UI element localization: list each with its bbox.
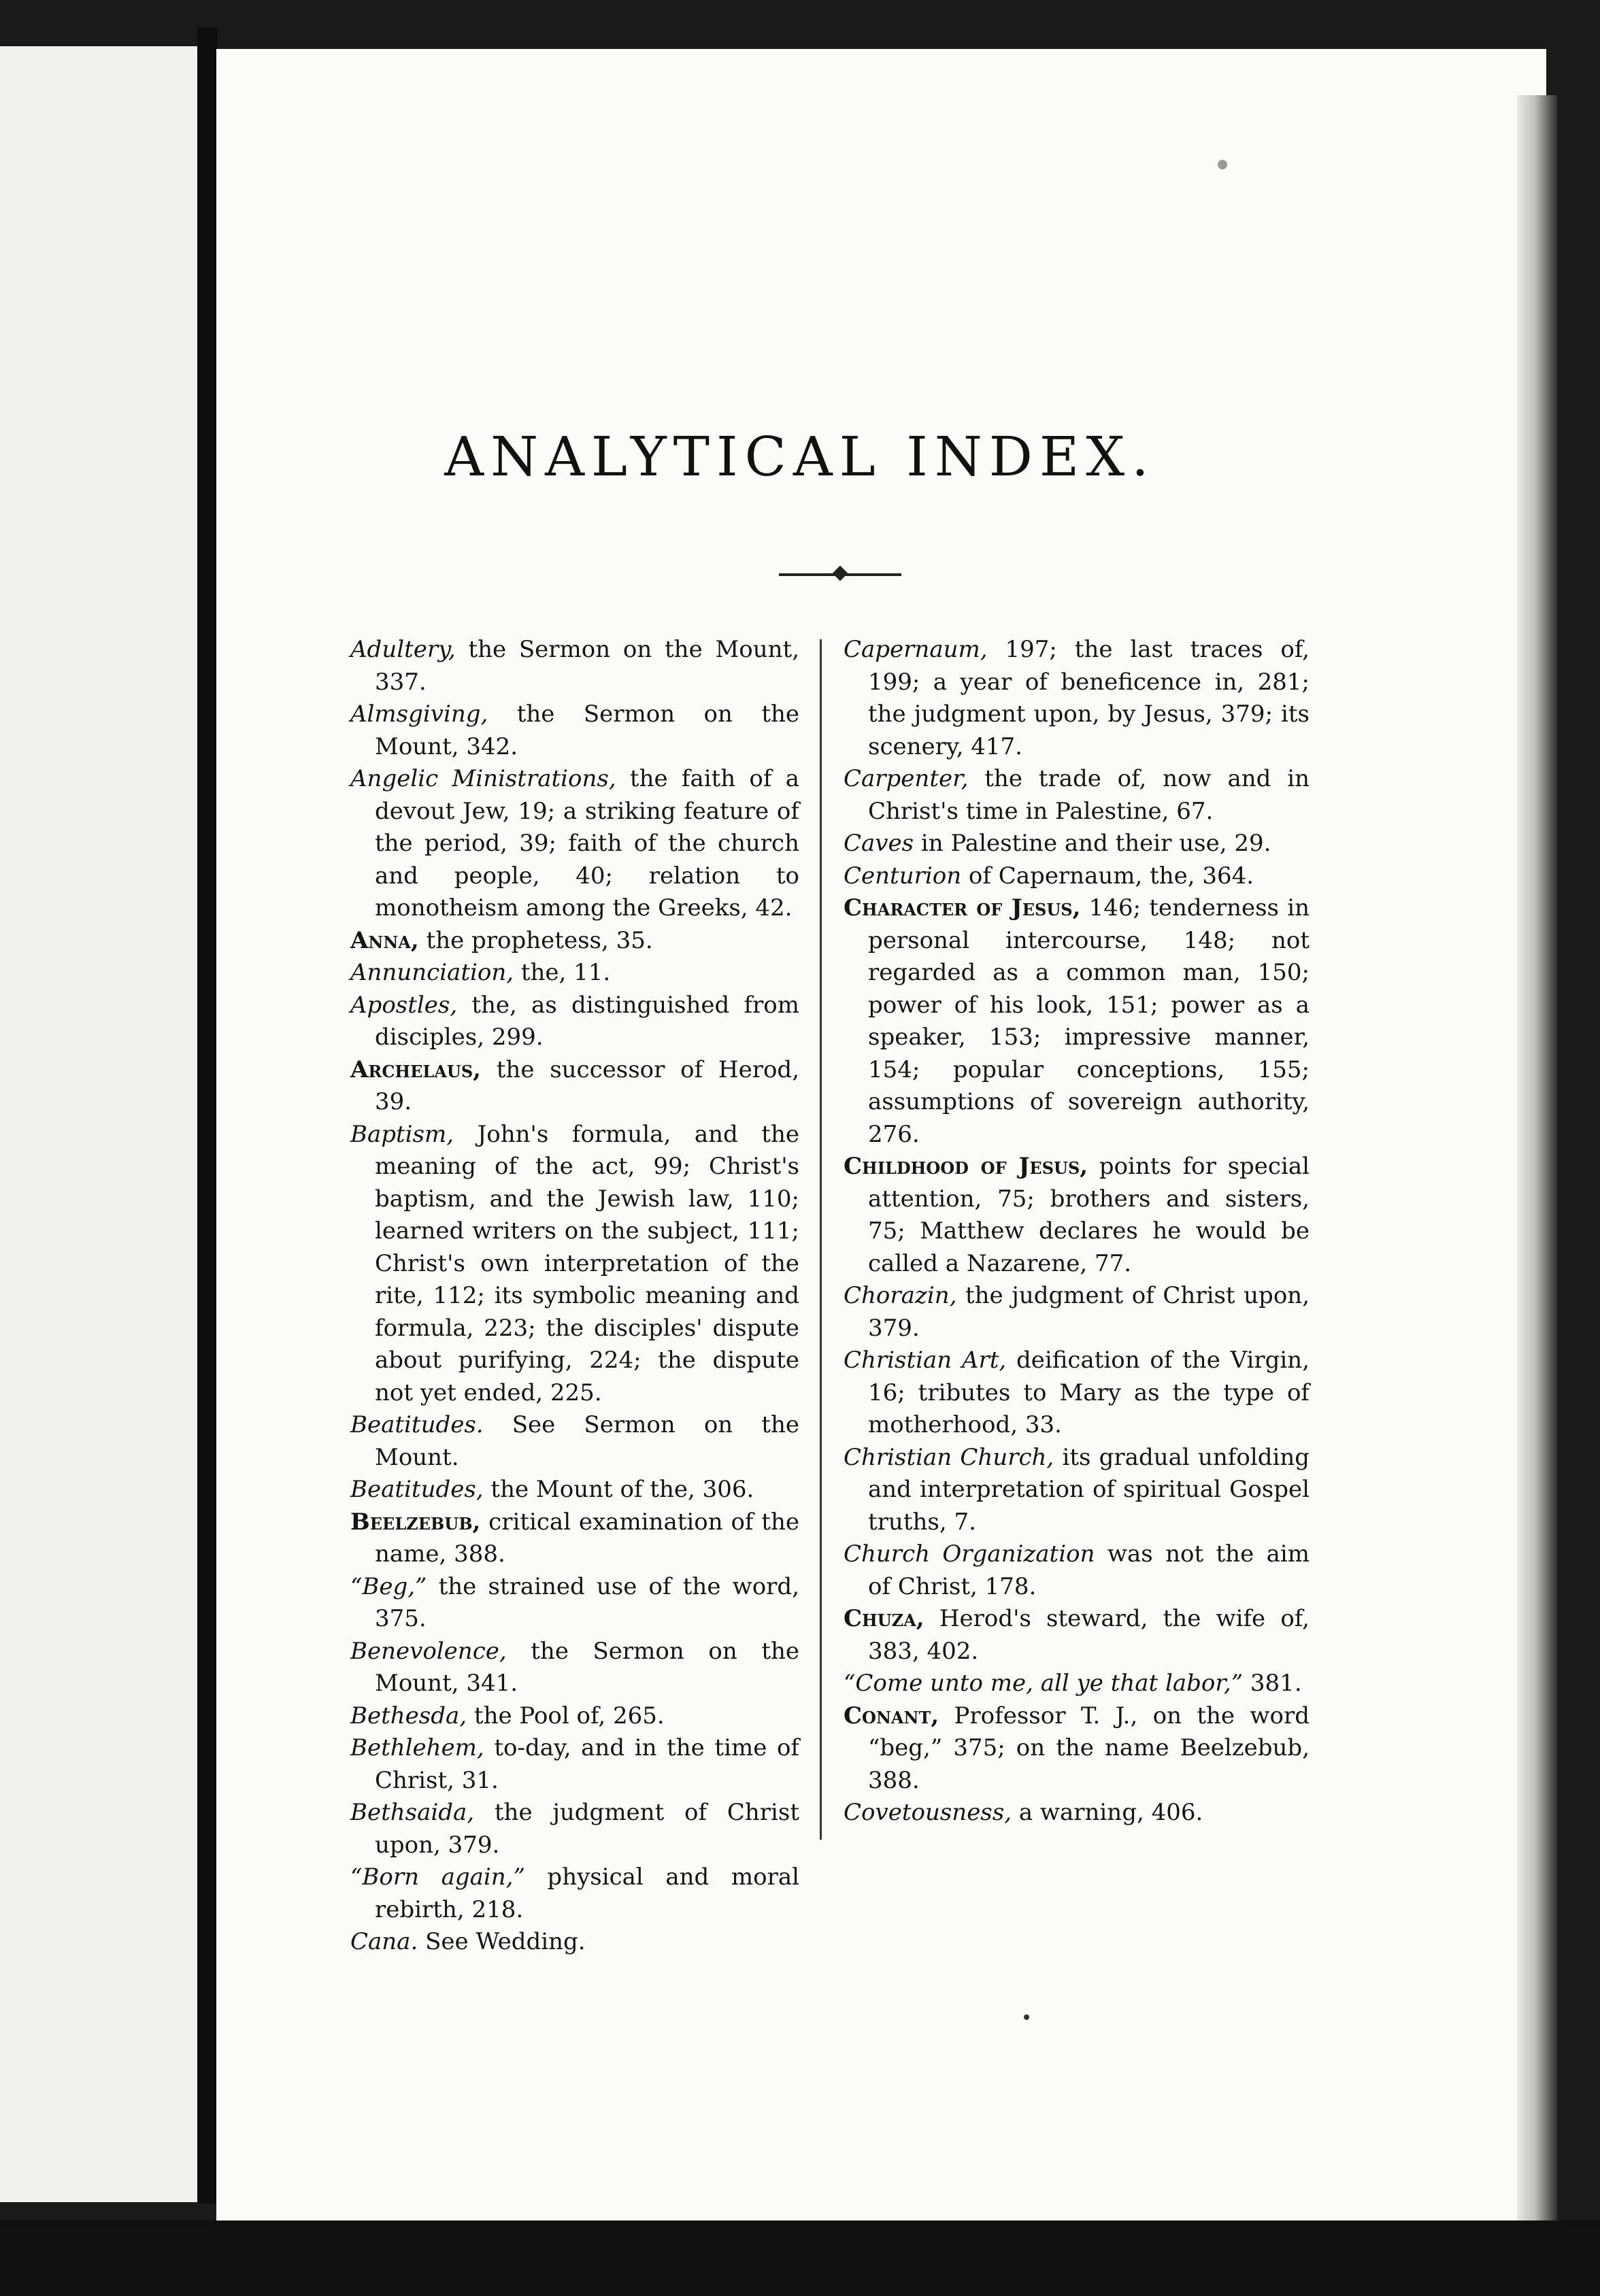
index-entry: [350, 1861, 799, 1926]
index-entry-text: the Sermon on the Mount, 342.: [375, 700, 799, 760]
index-entry-term: Bethsaida,: [350, 1799, 475, 1826]
index-entry: [350, 1797, 799, 1861]
index-entry-term: Beatitudes.: [350, 1411, 484, 1438]
index-entry: [350, 634, 799, 698]
index-entry-text: 381.: [1243, 1670, 1302, 1697]
index-entry-term: Caves: [844, 830, 914, 857]
index-entry-term: Character of Jesus,: [844, 894, 1081, 922]
index-entry-text: the prophetess, 35.: [418, 926, 653, 954]
index-entry: [350, 1700, 799, 1733]
index-entry-term: Bethlehem,: [350, 1734, 484, 1761]
index-entry-text: the Sermon on the Mount, 337.: [375, 636, 799, 696]
index-entry-term: Beatitudes,: [350, 1476, 484, 1503]
index-entry-text: the Sermon on the Mount, 341.: [375, 1637, 799, 1697]
title-ornament: [779, 573, 901, 576]
index-entry-text: 146; tenderness in personal intercourse, 148; not regarded as a common man, 150; power of his look, 151; power as a speaker, 153; impressive manner, 154; popular conceptions, 155; assumptions of sovereign authority, 276.: [868, 894, 1310, 1148]
index-entry: [844, 1797, 1310, 1829]
index-entry-term: Capernaum,: [844, 636, 988, 663]
index-entry: [844, 1668, 1310, 1700]
index-entry: [844, 1603, 1310, 1668]
index-entry: [350, 925, 799, 958]
index-entry-text: a warning, 406.: [1012, 1799, 1203, 1826]
scan-speck: [1218, 160, 1227, 169]
index-entry-text: of Capernaum, the, 364.: [961, 862, 1254, 890]
index-column-left: [350, 634, 799, 1959]
index-entry: [350, 698, 799, 763]
index-entry: [844, 892, 1310, 1151]
index-entry-text: the faith of a devout Jew, 19; a striking feature of the period, 39; faith of the church and people, 40; relation to monotheism among the Greeks, 42.: [375, 765, 799, 922]
index-entry-text: See Sermon on the Mount.: [375, 1411, 799, 1471]
index-entry-text: the Mount of the, 306.: [483, 1476, 754, 1503]
index-entry-text: the judgment of Christ upon, 379.: [868, 1282, 1310, 1342]
index-entry-text: the, 11.: [514, 959, 611, 986]
index-entry-text: Herod's steward, the wife of, 383, 402.: [868, 1605, 1310, 1665]
column-divider: [820, 639, 822, 1840]
index-entry-term: Covetousness,: [844, 1799, 1012, 1826]
index-entry-text: was not the aim of Christ, 178.: [868, 1540, 1310, 1600]
book-gutter: [197, 27, 218, 2204]
index-entry-term: Church Organization: [844, 1540, 1095, 1568]
index-entry-term: Almsgiving,: [350, 700, 488, 728]
index-entry-text: deification of the Virgin, 16; tributes to Mary as the type of motherhood, 33.: [868, 1347, 1310, 1438]
index-entry-term: Beelzebub,: [350, 1508, 481, 1536]
index-entry-term: Bethesda,: [350, 1702, 467, 1729]
index-entry-term: Centurion: [844, 862, 962, 890]
scan-bottom-edge: [0, 2221, 1600, 2296]
index-entry: [844, 860, 1310, 893]
index-entry-term: Annunciation,: [350, 959, 514, 986]
page-title: ANALYTICAL INDEX.: [444, 425, 1156, 488]
index-entry-term: “Beg,”: [350, 1572, 427, 1600]
index-entry-term: Archelaus,: [350, 1056, 481, 1083]
index-entry: [350, 1119, 799, 1410]
index-entry-text: the trade of, now and in Christ's time in Palestine, 67.: [868, 765, 1310, 825]
index-entry: [350, 1732, 799, 1797]
index-entry-text: John's formula, and the meaning of the act, 99; Christ's baptism, and the Jewish law, 110; learned writers on the subject, 111; Christ's own interpretation of the rite, 112; its symbolic meaning and formula, 223; the disciples' dispute about purifying, 224; the dispute not yet ended, 225.: [375, 1120, 799, 1406]
index-entry: [350, 763, 799, 925]
index-entry-term: Chuza,: [844, 1605, 924, 1632]
index-entry: [844, 828, 1310, 860]
index-entry: [350, 1636, 799, 1700]
index-entry-term: Carpenter,: [844, 765, 969, 792]
index-entry: [844, 763, 1310, 828]
index-entry-term: Childhood of Jesus,: [844, 1153, 1088, 1180]
index-entry-term: “Come unto me, all ye that labor,”: [844, 1670, 1244, 1697]
index-entry: [350, 957, 799, 990]
index-entry-text: its gradual unfolding and interpretation of spiritual Gospel truths, 7.: [868, 1443, 1310, 1536]
index-entry: [844, 1345, 1310, 1442]
index-entry-term: Apostles,: [350, 991, 458, 1019]
index-entry-text: points for special attention, 75; brothers and sisters, 75; Matthew declares he would be called a Nazarene, 77.: [868, 1153, 1310, 1277]
index-entry-text: 197; the last traces of, 199; a year of beneficence in, 281; the judgment upon, by Jesus, 379; its scenery, 417.: [868, 636, 1310, 760]
index-entry-term: Conant,: [844, 1702, 939, 1729]
index-entry-term: Christian Church,: [844, 1443, 1054, 1471]
index-entry: [844, 1280, 1310, 1345]
index-entry-term: Christian Art,: [844, 1347, 1007, 1374]
index-entry: [350, 1571, 799, 1636]
index-entry-term: “Born again,”: [350, 1863, 525, 1891]
index-entry-text: the judgment of Christ upon, 379.: [375, 1799, 799, 1859]
index-entry-text: physical and moral rebirth, 218.: [375, 1863, 800, 1923]
index-entry-term: Angelic Ministrations,: [350, 765, 616, 792]
index-entry-text: the, as distinguished from disciples, 299.: [375, 991, 799, 1051]
index-entry: [350, 1474, 799, 1506]
index-entry-text: See Wedding.: [418, 1928, 586, 1955]
index-entry-text: Professor T. J., on the word “beg,” 375; on the name Beelzebub, 388.: [868, 1702, 1310, 1794]
facing-page-edge: [0, 46, 197, 2202]
index-entry: [844, 1538, 1310, 1603]
index-entry: [350, 990, 799, 1054]
index-entry-text: to-day, and in the time of Christ, 31.: [375, 1734, 799, 1794]
index-entry-text: the strained use of the word, 375.: [375, 1572, 799, 1632]
index-entry-text: critical examination of the name, 388.: [375, 1508, 799, 1568]
index-entry: [844, 1442, 1310, 1539]
index-entry: [350, 1506, 799, 1571]
page-right-edge: [1517, 95, 1558, 2258]
index-entry: [844, 634, 1310, 763]
index-entry: [350, 1926, 799, 1959]
index-entry: [844, 1700, 1310, 1797]
index-entry-term: Benevolence,: [350, 1637, 507, 1665]
index-entry: [350, 1054, 799, 1119]
scan-speck: [1024, 2014, 1029, 2020]
index-entry-term: Cana.: [350, 1928, 418, 1955]
index-entry-term: Adultery,: [350, 636, 456, 663]
index-entry-text: the Pool of, 265.: [467, 1702, 665, 1729]
index-entry-term: Chorazin,: [844, 1282, 957, 1309]
index-entry: [844, 1151, 1310, 1280]
index-column-right: [844, 634, 1310, 1829]
index-entry-term: Anna,: [350, 926, 419, 954]
index-entry-text: the successor of Herod, 39.: [375, 1056, 799, 1115]
index-entry-text: in Palestine and their use, 29.: [914, 830, 1271, 857]
index-entry-term: Baptism,: [350, 1120, 454, 1148]
index-entry: [350, 1409, 799, 1474]
